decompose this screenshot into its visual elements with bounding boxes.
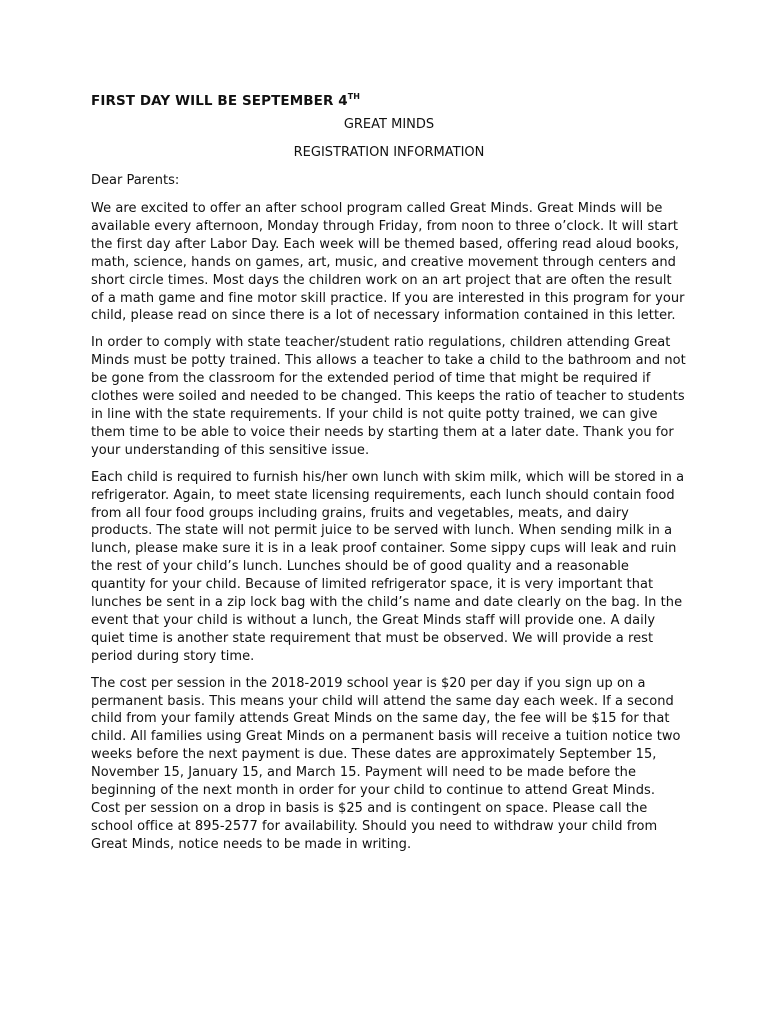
paragraph-lunch: Each child is required to furnish his/her own lunch with skim milk, which will be stored in a refrigerator. Again, to meet state licensing requirements, each lunch should contain food from all four food groups including grains, fruits and vegetables, meats, and dairy products. The state will not permit juice to be served with lunch. When sending milk in a lunch, please make sure it is in a leak proof container. Some sippy cups will leak and ruin the rest of your child’s lunch. Lunches should be of good quality and a reasonable quantity for your child. Because of limited refrigerator space, it is very important that lunches be sent in a zip lock bag with the child’s name and date clearly on the bag. In the event that your child is without a lunch, the Great Minds staff will provide one. A daily quiet time is another state requirement that must be observed. We will provide a rest period during story time. (91, 469, 685, 664)
registration-title: REGISTRATION INFORMATION (293, 145, 485, 160)
paragraph-cost: The cost per session in the 2018-2019 school year is $20 per day if you sign up on a permanent basis. This means your child will attend the same day each week. If a second child from your family attends Great Minds on the same day, the fee will be $15 for that child. All families using Great Minds on a permanent basis will receive a tuition notice two weeks before the next payment is due. These dates are approximately September 15, November 15, January 15, and March 15. Payment will need to be made before the beginning of the next month in order for your child to continue to attend Great Minds. Cost per session on a drop in basis is $25 and is contingent on space. Please call the school office at 895-2577 for availability. Should you need to withdraw your child from Great Minds, notice needs to be made in writing. (91, 675, 681, 852)
paragraph-intro: We are excited to offer an after school program called Great Minds. Great Minds will be available every afternoon, Monday through Friday, from noon to three o’clock. It will start the first day after Labor Day. Each week will be themed based, offering read aloud books, math, science, hands on games, art, music, and creative movement through centers and short circle times. Most days the children work on an art project that are often the result of a math game and fine motor skill practice. If you are interested in this program for your child, please read on since there is a lot of necessary information contained in this letter. (91, 201, 685, 324)
paragraph-potty-training: In order to comply with state teacher/student ratio regulations, children attending Great Minds must be potty trained. This allows a teacher to take a child to the bathroom and not be gone from the classroom for the extended period of time that might be required if clothes were soiled and needed to be changed. This keeps the ratio of teacher to students in line with the state requirements. If your child is not quite potty trained, we can give them time to be able to voice their needs by starting them at a later date. Thank you for your understanding of this sensitive issue. (91, 335, 686, 458)
greeting: Dear Parents: (91, 173, 180, 188)
first-day-heading (91, 92, 687, 110)
letter-page (91, 92, 687, 863)
first-day-heading-text: FIRST DAY WILL BE SEPTEMBER 4 (91, 93, 348, 109)
program-title: GREAT MINDS (343, 117, 435, 132)
ordinal-suffix: TH (347, 91, 361, 101)
